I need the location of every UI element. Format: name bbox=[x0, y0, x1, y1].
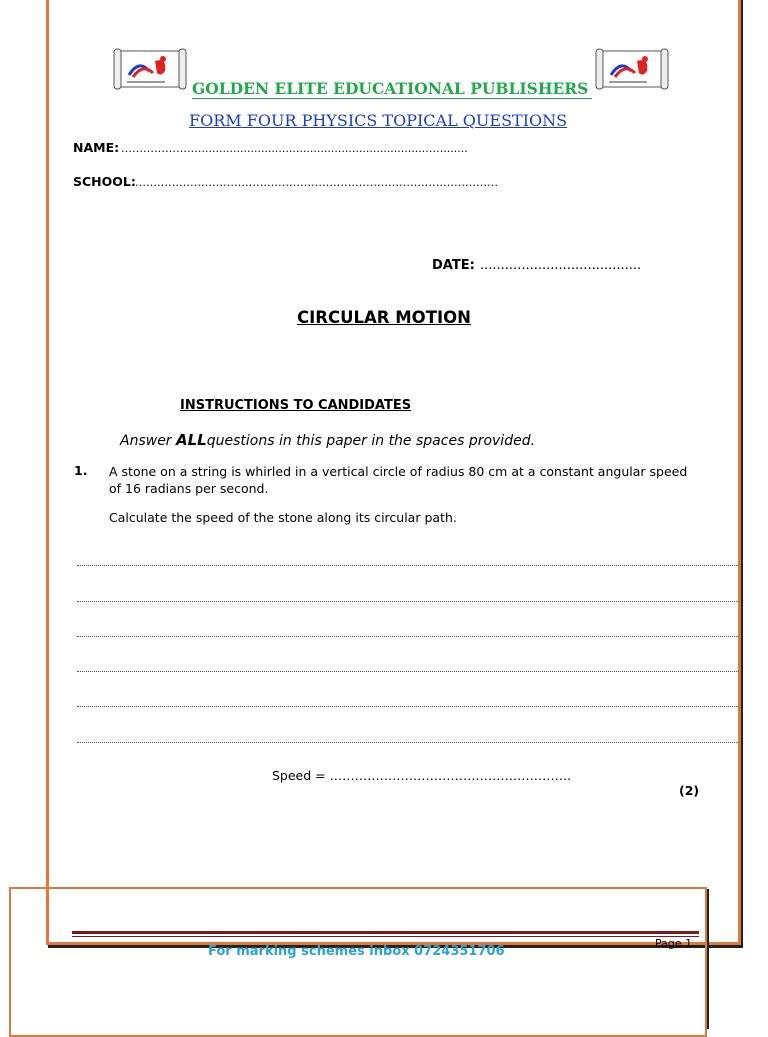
name-label: NAME: bbox=[73, 140, 120, 155]
instructions-text-bold: ALL bbox=[176, 431, 207, 449]
answer-line[interactable] bbox=[77, 636, 739, 637]
name-field[interactable]: ……………….….................................................................…........ bbox=[121, 142, 468, 155]
date-field[interactable]: ....................................... bbox=[480, 258, 642, 273]
answer-line[interactable] bbox=[77, 671, 739, 672]
question-task: Calculate the speed of the stone along its circular path. bbox=[109, 510, 457, 525]
publisher-underline bbox=[192, 98, 592, 99]
scroll-logo-icon bbox=[593, 47, 671, 91]
speed-answer-field[interactable]: Speed = …………………………………………………. bbox=[272, 768, 572, 783]
page-border-shadow-right bbox=[741, 0, 743, 948]
question-text: A stone on a string is whirled in a vertical circle of radius 80 cm at a constant angular speed of 16 radians per second. bbox=[109, 464, 688, 496]
answer-line[interactable] bbox=[77, 601, 739, 602]
instructions-heading: INSTRUCTIONS TO CANDIDATES bbox=[180, 398, 412, 413]
school-field[interactable]: ……………………………………………………………………………………… bbox=[135, 176, 498, 189]
publisher-name: GOLDEN ELITE EDUCATIONAL PUBLISHERS bbox=[192, 79, 589, 98]
page-border-bottom-shadow bbox=[707, 889, 709, 1029]
question-marks: (2) bbox=[679, 783, 700, 798]
instructions-text-before: Answer bbox=[120, 433, 177, 449]
footer-rule bbox=[72, 931, 699, 934]
school-label: SCHOOL: bbox=[73, 174, 136, 189]
answer-line[interactable] bbox=[77, 565, 739, 566]
instructions-text bbox=[120, 431, 535, 449]
footer-rule-thin bbox=[72, 936, 699, 937]
scroll-logo-icon bbox=[111, 47, 189, 91]
answer-line[interactable] bbox=[77, 742, 739, 743]
question-number: 1. bbox=[74, 463, 88, 478]
page-border-bottom bbox=[9, 887, 707, 1037]
instructions-text-after: questions in this paper in the spaces provided. bbox=[206, 433, 536, 449]
footer-note: For marking schemes inbox 0724351706 bbox=[208, 944, 505, 959]
date-label: DATE: bbox=[432, 258, 475, 273]
paper-title: FORM FOUR PHYSICS TOPICAL QUESTIONS bbox=[189, 111, 568, 130]
topic-title: CIRCULAR MOTION bbox=[297, 308, 471, 327]
answer-line[interactable] bbox=[77, 706, 739, 707]
page-number: Page 1 bbox=[655, 937, 693, 950]
